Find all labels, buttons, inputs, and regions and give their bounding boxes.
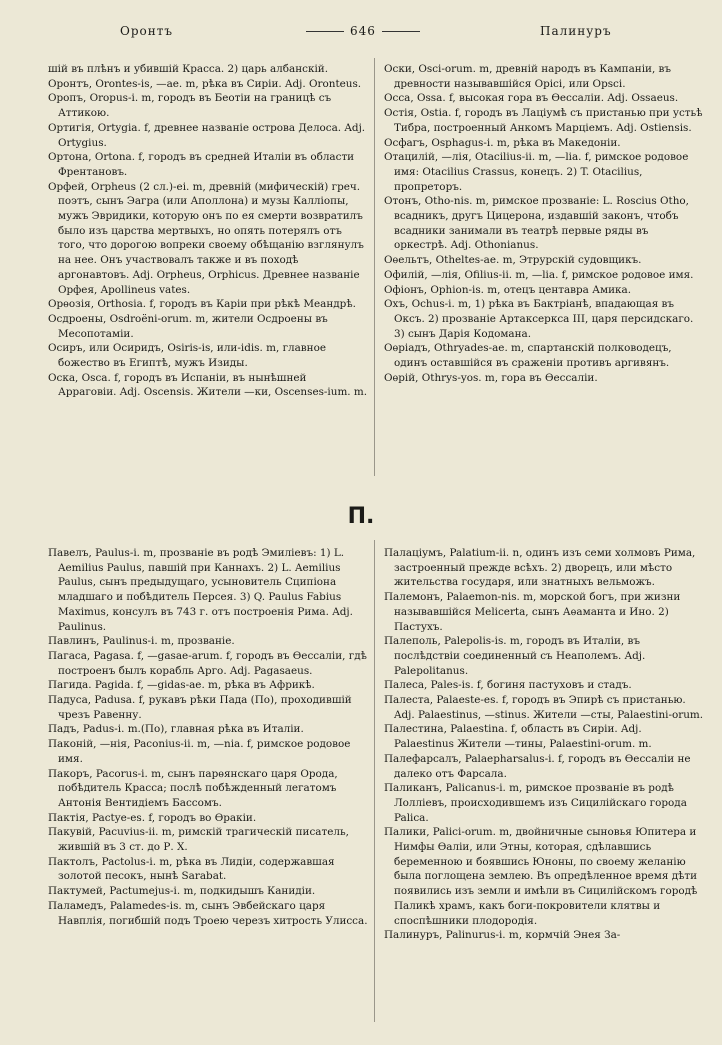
dictionary-entry: Пактолъ, Pactolus-i. m, рѣка въ Лидіи, содержавшая золотой песокъ, нынѣ Sarabat. [48, 855, 335, 883]
dictionary-entry: Палаціумъ, Palatium-ii. n, одинъ изъ семи холмовъ Рима, застроенный прежде всѣхъ. 2) дворецъ, или мѣсто жительства государя, или знатныхъ вельможъ. [384, 547, 696, 589]
dictionary-entry: Пагаса, Pagasa. f, —gasae-arum. f, городъ въ Ѳессаліи, гдѣ построенъ былъ корабль Арго. Adj. Pagasaeus. [48, 649, 367, 677]
dictionary-entry: Офилій, —лія, Ofilius-ii. m, —lia. f, римское родовое имя. [384, 268, 694, 281]
dictionary-entry: Оска, Osca. f, городъ въ Испаніи, въ нынѣшней Арраговіи. Adj. Oscensis. Жители —ки, Oscenses-ium. m. [48, 371, 368, 399]
column-top-right [384, 62, 704, 385]
dictionary-entry: Отонъ, Otho-nis. m, римское прозваніе: L. Roscius Otho, всадникъ, другъ Цицерона, издавшій законъ, чтобъ всадники занимали въ театрѣ первые ряды въ оркестрѣ. Adj. Othonianus. [384, 195, 689, 252]
dictionary-entry: Оропъ, Oropus-i. m, городъ въ Беотіи на границѣ съ Аттикою. [48, 92, 332, 120]
dictionary-entry: Паликанъ, Palicanus-i. m, римское прозваніе въ родѣ Лолліевъ, происходившемъ изъ Сицилійскаго города Palica. [384, 782, 687, 824]
dictionary-entry: Палеста, Palaeste-es. f, городъ въ Эпирѣ съ пристанью. Adj. Palaestinus, —stinus. Жители —сты, Palaestini-orum. [384, 694, 704, 721]
dictionary-entry: Оски, Osci-orum. m, древній народъ въ Кампаніи, въ древности называвшійся Opici, или Opsci. [384, 63, 672, 90]
dictionary-entry: Офіонъ, Ophion-is. m, отецъ центавра Амика. [384, 283, 632, 296]
dictionary-entry: Орфей, Orpheus (2 сл.)-ei. m, древній (мифическій) греч. поэтъ, сынъ Эагра (или Аполлона) и музы Калліопы, мужъ Эвридики, которую онъ по ея смерти возвратилъ было изъ царства мертвыхъ, но опять потерялъ отъ того, что дорогою вопреки своему обѣщанію взглянулъ на нее. Онъ участвовалъ также и въ походѣ аргонавтовъ. Adj. Orpheus, Orphicus. Древнее названіе Орфея, Apollineus vates. [48, 180, 364, 296]
dictionary-entry: Отацилій, —лія, Otacilius-ii. m, —lia. f, римское родовое имя: Otacilius Crassus, конецъ. 2) T. Otacilius, пропреторъ. [384, 151, 689, 193]
dictionary-entry: Палеса, Pales-is. f, богиня пастуховъ и стадъ. [384, 679, 632, 692]
dictionary-entry: Осфагъ, Osphagus-i. m, рѣка въ Македоніи. [384, 136, 621, 149]
dictionary-entry: Палефарсалъ, Palaepharsalus-i. f, городъ въ Ѳессаліи не далеко отъ Фарсала. [384, 752, 691, 780]
dictionary-entry: Оронтъ, Orontes-is, —ae. m, рѣка въ Сиріи. Adj. Orontеus. [48, 77, 362, 90]
dictionary-entry: Пакоръ, Pacorus-i. m, сынъ парѳянскаго царя Орода, побѣдитель Красса; послѣ побѣжденный легатомъ Антонія Вентидіемъ Бассомъ. [48, 767, 338, 809]
dictionary-entry: Осдроены, Osdroёni-orum. m, жители Осдроены въ Месопотаміи. [48, 312, 328, 340]
dictionary-entry: Павлинъ, Paulinus-i. m, прозваніе. [48, 635, 235, 648]
dictionary-entry: Палеполь, Palepolis-is. m, городъ въ Италіи, въ послѣдствіи соединенный съ Неаполемъ. Adj. Palepolitanus. [384, 635, 646, 677]
dictionary-entry: Палестина, Palaestina. f, область въ Сиріи. Adj. Palaestinus Жители —тины, Palaestini-orum. m. [384, 723, 652, 751]
dictionary-entry: Ортона, Ortona. f, городъ въ средней Италіи въ области Френтановъ. [48, 151, 355, 178]
dictionary-entry: Пакувій, Pacuvius-ii. m, римскій трагическій писатель, жившій въ 3 ст. до Р. Х. [48, 826, 349, 854]
column-bottom-left [48, 546, 368, 928]
dictionary-entry: Падуса, Padusa. f, рукавъ рѣки Пада (По), проходившій чрезъ Равенну. [48, 694, 352, 721]
dictionary-entry: Осса, Ossa. f, высокая гора въ Ѳессаліи. Adj. Ossaeus. [384, 92, 679, 105]
dictionary-entry: Пактія, Pactye-es. f, городъ во Ѳракіи. [48, 811, 257, 824]
page-number-value: 646 [350, 24, 376, 38]
dictionary-entry: шій въ плѣнъ и убившій Красса. 2) царь албанскій. [48, 63, 329, 75]
dictionary-entry: Оѳельтъ, Otheltes-ae. m, Этрурскій судовщикъ. [384, 254, 642, 267]
dictionary-entry: Оѳрій, Othrys-yos. m, гора въ Ѳессаліи. [384, 371, 598, 384]
dictionary-entry: Палики, Palici-orum. m, двойничные сыновья Юпитера и Нимфы Ѳаліи, или Этны, которая, сдѣлавшись беременною и боявшись Юноны, по своему желанію была поглощена землею. Въ опредѣленное время дѣти появились изъ земли и имѣли въ Сицилійскомъ городѣ Паликѣ храмъ, какъ боги-покровители клятвы и споспѣшники плодородія. [384, 826, 698, 927]
dictionary-entry: Орѳозія, Orthosia. f, городъ въ Каріи при рѣкѣ Меандрѣ. [48, 298, 356, 311]
header-left-word: Оронтъ [120, 24, 174, 38]
dictionary-entry: Паконій, —нія, Paconius-ii. m, —nia. f, римское родовое имя. [48, 738, 351, 765]
page-header [0, 10, 722, 50]
dictionary-entry: Палемонъ, Palaemon-nis. m, морской богъ, при жизни называвшійся Melicerta, сынъ Аѳаманта и Ино. 2) Пастухъ. [384, 591, 681, 633]
column-top-left [48, 62, 368, 400]
dictionary-entry: Паламедъ, Palamedes-is. m, сынъ Эвбейскаго царя Навплія, погибшій подъ Троею черезъ хитрость Улисса. [48, 899, 368, 927]
dictionary-entry: Остія, Ostia. f, городъ въ Лаціумѣ съ пристанью при устьѣ Тибра, построенный Анкомъ Марціемъ. Adj. Ostiensis. [384, 107, 703, 134]
dictionary-entry: Пактумей, Pactumejus-i. m, подкидышъ Канидіи. [48, 885, 316, 898]
dictionary-entry: Пагида. Pagida. f, —gidas-ae. m, рѣка въ Африкѣ. [48, 679, 315, 692]
header-right-word: Палинуръ [540, 24, 612, 38]
dictionary-entry: Охъ, Ochus-i. m, 1) рѣка въ Бактріанѣ, впадающая въ Оксъ. 2) прозваніе Артаксеркса III, царя персидскаго. 3) сынъ Дарія Кодомана. [384, 298, 694, 340]
dictionary-entry: Оѳріадъ, Othryades-ae. m, спартанскій полководецъ, одинъ оставшійся въ сраженіи противъ аргивянъ. [384, 342, 672, 370]
dictionary-entry: Палинуръ, Palinurus-i. m, кормчій Энея За- [384, 929, 621, 942]
dictionary-entry: Осиръ, или Осиридъ, Osiris-is, или-idis. m, главное божество въ Египтѣ, мужъ Изиды. [48, 342, 326, 370]
column-divider-top [374, 58, 375, 476]
dictionary-entry: Ортигія, Ortygia. f, древнее названіе острова Делоса. Adj. Ortygius. [48, 121, 366, 149]
page-number [300, 24, 426, 38]
column-divider-bottom [374, 540, 375, 1022]
dictionary-entry: Падъ, Padus-i. m.(По), главная рѣка въ Италіи. [48, 723, 304, 736]
dictionary-entry: Павелъ, Paulus-i. m, прозваніе въ родѣ Эмиліевъ: 1) L. Aemilius Paulus, павшій при Каннахъ. 2) L. Aemilius Paulus, сынъ предыдущаго, усыновитель Сципіона младшаго и побѣдитель Персея. 3) Q. Paulus Fabius Maximus, консулъ въ 743 г. отъ построенія Рима. Adj. Paulinus. [48, 547, 353, 633]
column-bottom-right [384, 546, 704, 943]
section-letter-heading: П. [347, 504, 375, 529]
